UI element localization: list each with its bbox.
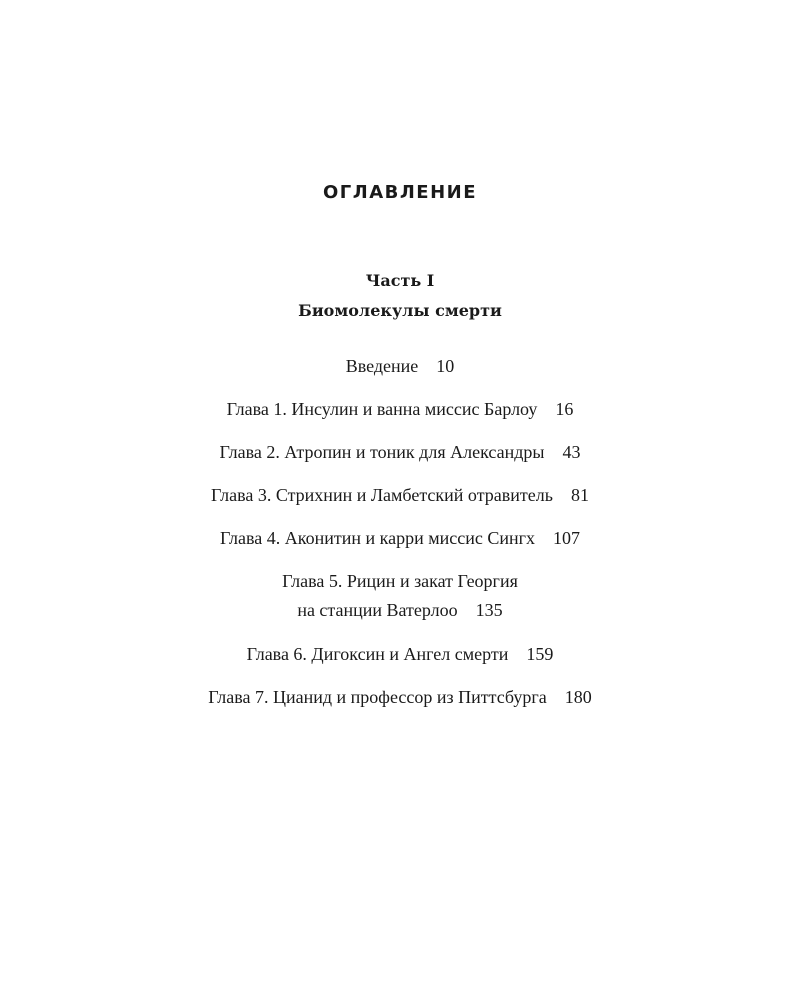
toc-entry-introduction (0, 352, 800, 380)
toc-entry-chapter-7 (0, 683, 800, 711)
part-heading (0, 268, 800, 324)
toc-entry-title: Глава 1. Инсулин и ванна миссис Барлоу (226, 399, 538, 419)
part-title: Биомолекулы смерти (298, 301, 502, 320)
toc-entry-page: 159 (526, 644, 554, 664)
part-label: Часть I (365, 271, 435, 290)
toc-entry-page: 81 (570, 485, 589, 505)
toc-entry-title: Глава 3. Стрихнин и Ламбетский отравитель (211, 485, 553, 505)
toc-entry-page: 135 (475, 600, 503, 620)
toc-entry-page: 180 (564, 687, 592, 707)
toc-entry-title-line-2 (0, 596, 800, 625)
toc-entry-title-line-1: Глава 5. Рицин и закат Георгия (282, 571, 518, 591)
toc-entry-chapter-5 (0, 567, 800, 625)
toc-entry-chapter-1 (0, 395, 800, 423)
toc-entry-title: Глава 6. Дигоксин и Ангел смерти (246, 644, 509, 664)
toc-entry-chapter-2 (0, 438, 800, 466)
toc-entry-title: Глава 2. Атропин и тоник для Александры (219, 442, 545, 462)
toc-heading: ОГЛАВЛЕНИЕ (322, 182, 478, 203)
toc-entry-title: Глава 7. Цианид и профессор из Питтсбурга (208, 687, 547, 707)
toc-entry-title: Введение (345, 356, 419, 376)
toc-entries (0, 352, 800, 726)
toc-entry-title: на станции Ватерлоо (297, 600, 458, 620)
toc-entry-page: 43 (562, 442, 581, 462)
toc-entry-page: 107 (553, 528, 580, 548)
toc-entry-page: 10 (436, 356, 455, 376)
toc-entry-chapter-3 (0, 481, 800, 509)
toc-entry-chapter-4 (0, 524, 800, 552)
toc-entry-title: Глава 4. Аконитин и карри миссис Сингх (219, 528, 535, 548)
toc-entry-chapter-6 (0, 640, 800, 668)
toc-entry-page: 16 (555, 399, 574, 419)
